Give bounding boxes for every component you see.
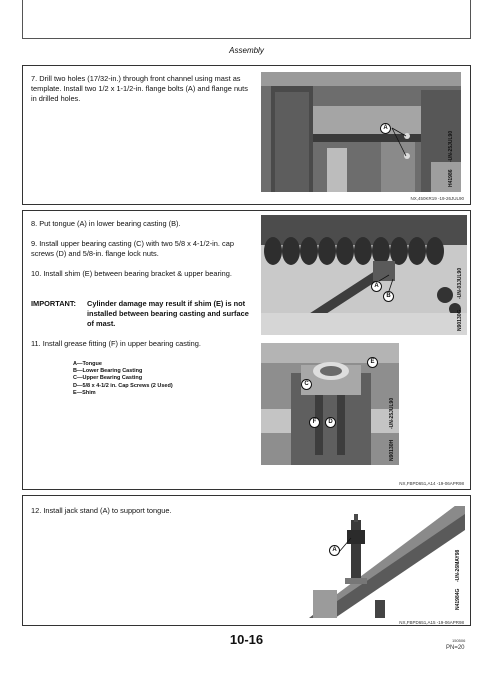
image-id: N90130G: [457, 309, 463, 331]
binder-line-right: [470, 0, 471, 38]
reference-code: NX,450KR19 -19-26JUL90: [410, 196, 464, 201]
image-date: -UN-26MAY98: [455, 549, 461, 582]
reference-code: NX,FBPD651,A15 -19-06APR98: [399, 620, 464, 625]
image-date: -UN-03JUL90: [457, 267, 463, 299]
photo-tongue-casting-drawing: [261, 215, 467, 335]
callout-b: B: [383, 291, 394, 302]
binder-line-left: [22, 0, 23, 38]
pn-number: PN=20: [446, 645, 465, 651]
legend-item: A—Tongue: [73, 361, 102, 367]
section-title: Assembly: [229, 46, 264, 55]
legend-item: E—Shim: [73, 389, 96, 396]
callout-a: A: [380, 123, 391, 134]
legend-item: C—Upper Bearing Casting: [73, 375, 143, 382]
step-7-text: 7. Drill two holes (17/32-in.) through front channel using mast as template. Install two 1/2 x 1-1/2-in. flange bolts (A) and flange nuts in drilled holes.: [31, 74, 248, 103]
callout-a: A: [371, 281, 382, 292]
photo-jack-stand-drawing: [305, 500, 465, 618]
step-12-block: [22, 495, 471, 626]
image-date: -UN-25JUL90: [389, 397, 395, 429]
callout-e: E: [367, 357, 378, 368]
photo-jack-stand: [305, 500, 465, 618]
reference-code: NX,FBPD651,A14 -19-06APR98: [399, 481, 464, 486]
callout-d: D: [325, 417, 336, 428]
image-date: -UN-25JUL90: [448, 130, 454, 162]
step-7-block: [22, 65, 471, 205]
page-number: 10-16: [229, 632, 264, 647]
callout-a: A: [329, 545, 340, 556]
image-id: N41984G: [455, 588, 461, 610]
parts-legend: [73, 361, 263, 397]
callout-c: C: [301, 379, 312, 390]
photo-front-channel: [261, 72, 461, 192]
important-text: Cylinder damage may result if shim (E) is not installed between bearing casting and surface of mast.: [87, 299, 249, 328]
header-rule: [22, 38, 471, 39]
image-id: N90130H: [389, 439, 395, 461]
step-8-text: 8. Put tongue (A) in lower bearing casting (B).: [31, 219, 181, 228]
step-9-text: 9. Install upper bearing casting (C) with two 5/8 x 4-1/2-in. cap screws (D) and 5/8-in. flange lock nuts.: [31, 239, 234, 258]
step-12-text: 12. Install jack stand (A) to support tongue.: [31, 506, 172, 515]
photo-front-channel-drawing: [261, 72, 461, 192]
important-label: IMPORTANT:: [31, 299, 77, 308]
legend-item: B—Lower Bearing Casting: [73, 368, 143, 375]
step-10-text: 10. Install shim (E) between bearing bracket & upper bearing.: [31, 269, 232, 278]
photo-bearing-casting-drawing: [261, 343, 399, 465]
step-11-text: 11. Install grease fitting (F) in upper bearing casting.: [31, 339, 201, 348]
photo-tongue-casting: [261, 215, 467, 335]
callout-f: F: [309, 417, 320, 428]
legend-item: D—5/8 x 4-1/2 in. Cap Screws (2 Used): [73, 382, 173, 389]
photo-bearing-casting: [261, 343, 399, 465]
image-id: H41986: [448, 169, 454, 187]
steps-8-11-block: [22, 210, 471, 490]
footer-code: 150506: [452, 638, 466, 643]
